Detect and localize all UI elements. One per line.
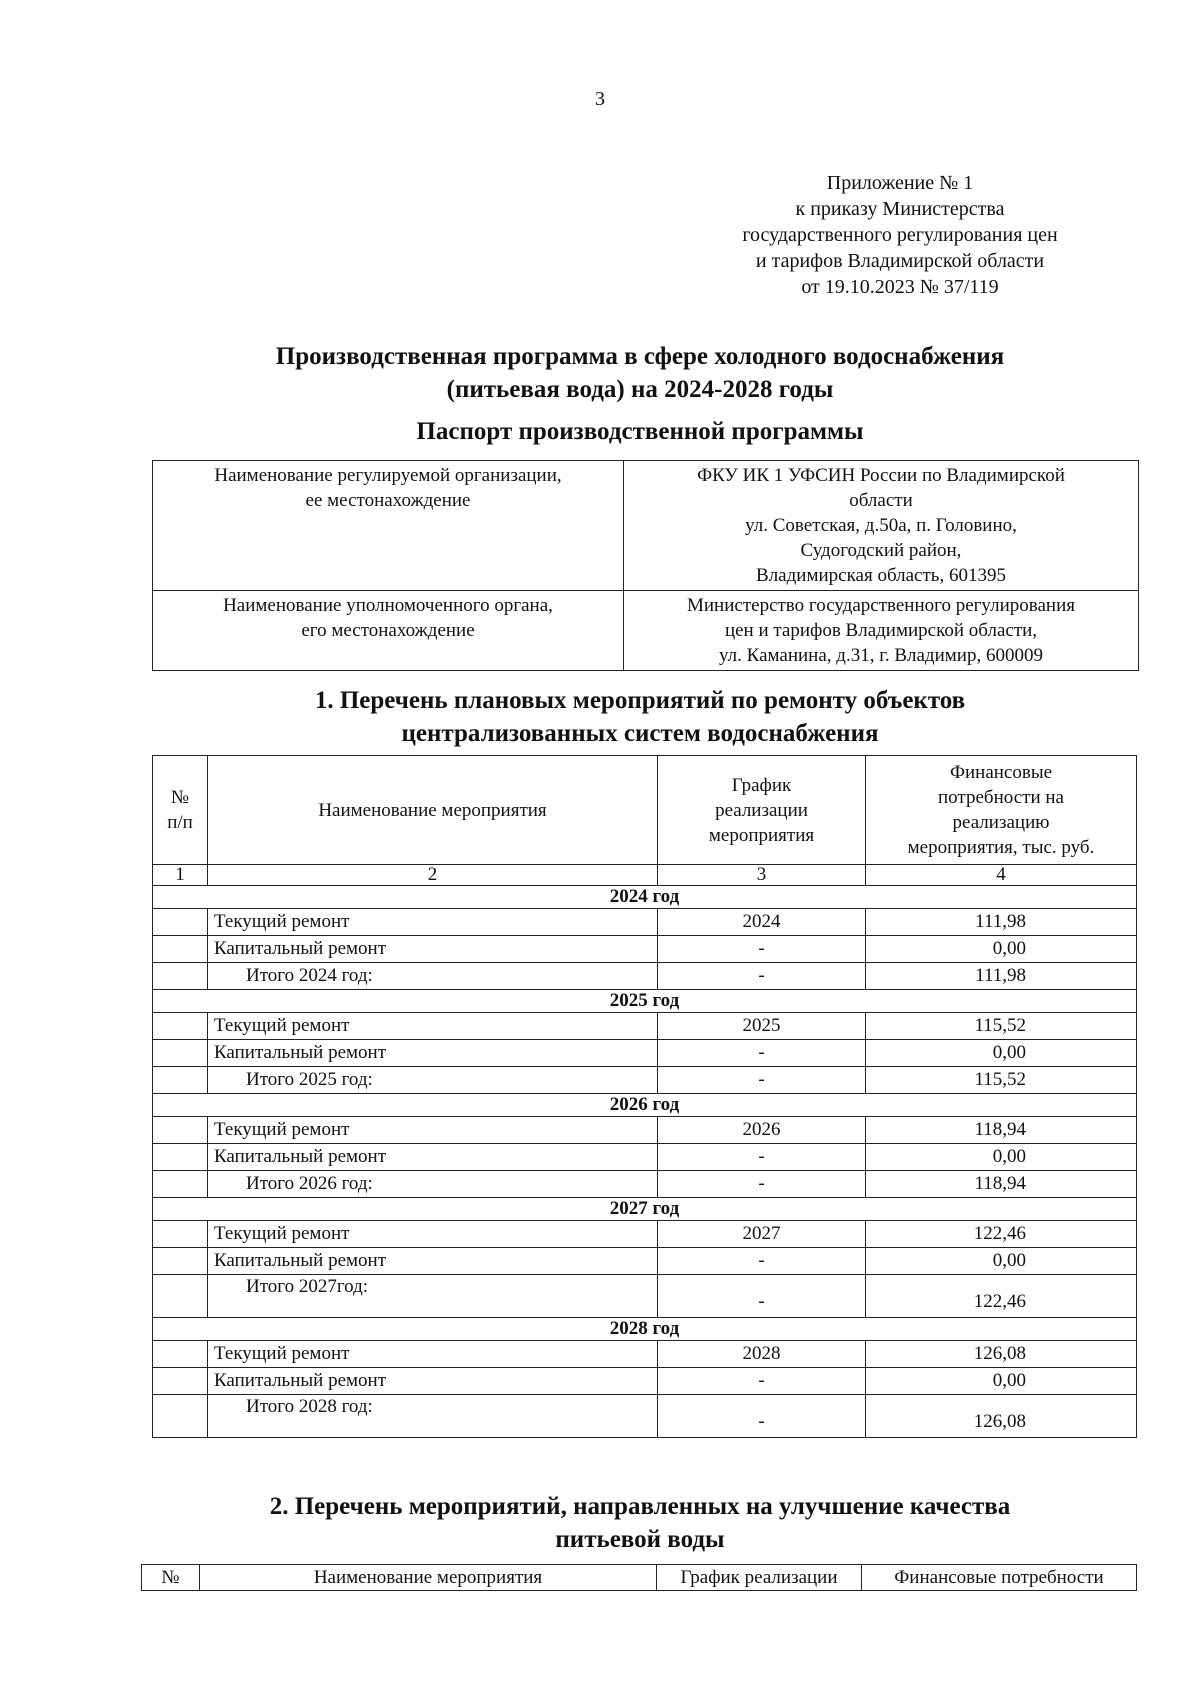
total-schedule: - xyxy=(658,963,866,990)
passport-row-authority xyxy=(153,591,1139,671)
header-name: Наименование мероприятия xyxy=(208,756,658,865)
total-row xyxy=(153,963,1137,990)
column-number: 4 xyxy=(866,865,1137,886)
measure-amount: 0,00 xyxy=(866,1368,1137,1395)
table-row xyxy=(153,1040,1137,1067)
appendix-line: государственного регулирования цен xyxy=(742,224,1058,246)
year-row xyxy=(153,886,1137,909)
table-row xyxy=(153,1341,1137,1368)
header-line: реализацию xyxy=(952,812,1050,833)
section2-title-line: питьевой воды xyxy=(555,1526,725,1553)
passport-table xyxy=(152,460,1139,671)
total-name: Итого 2027год: xyxy=(208,1275,658,1318)
measure-name: Текущий ремонт xyxy=(208,1013,658,1040)
passport-row-organization xyxy=(153,461,1139,591)
total-name: Итого 2026 год: xyxy=(208,1171,658,1198)
appendix-line: и тарифов Владимирской области xyxy=(755,250,1045,272)
value-line: области xyxy=(849,490,913,511)
section2-title xyxy=(140,1490,1140,1556)
appendix-line: от 19.10.2023 № 37/119 xyxy=(801,276,999,298)
measure-schedule: - xyxy=(658,1040,866,1067)
quality-measures-table xyxy=(141,1564,1137,1591)
measure-name: Капитальный ремонт xyxy=(208,936,658,963)
measure-name: Текущий ремонт xyxy=(208,909,658,936)
total-schedule: - xyxy=(658,1067,866,1094)
measure-schedule: 2025 xyxy=(658,1013,866,1040)
header-line: п/п xyxy=(167,812,193,833)
measure-amount: 126,08 xyxy=(866,1341,1137,1368)
total-name: Итого 2024 год: xyxy=(208,963,658,990)
total-row xyxy=(153,1275,1137,1318)
measure-schedule: - xyxy=(658,936,866,963)
measure-schedule: 2026 xyxy=(658,1117,866,1144)
appendix-line: Приложение № 1 xyxy=(826,172,974,194)
section1-title-line: 1. Перечень плановых мероприятий по ремонту объектов xyxy=(314,687,966,714)
total-amount: 115,52 xyxy=(866,1067,1137,1094)
value-line: ул. Советская, д.50а, п. Головино, xyxy=(745,515,1017,536)
measure-name: Капитальный ремонт xyxy=(208,1144,658,1171)
header-schedule xyxy=(658,756,866,865)
year-row xyxy=(153,1318,1137,1341)
header-line: реализации xyxy=(715,799,808,821)
measure-schedule: 2024 xyxy=(658,909,866,936)
year-label: 2026 год xyxy=(153,1094,1137,1117)
year-row xyxy=(153,1094,1137,1117)
total-name: Итого 2028 год: xyxy=(208,1395,658,1438)
passport-value xyxy=(624,461,1139,591)
passport-value xyxy=(624,591,1139,671)
measure-name: Текущий ремонт xyxy=(208,1341,658,1368)
value-line: ул. Каманина, д.31, г. Владимир, 600009 xyxy=(719,645,1043,666)
year-row xyxy=(153,990,1137,1013)
header-line: потребности на xyxy=(938,787,1064,808)
label-line: его местонахождение xyxy=(301,620,475,641)
section2-title-line: 2. Перечень мероприятий, направленных на улучшение качества xyxy=(269,1493,1011,1520)
measure-amount: 122,46 xyxy=(866,1221,1137,1248)
section1-title xyxy=(140,684,1140,750)
appendix-block xyxy=(680,170,1120,300)
total-amount: 122,46 xyxy=(866,1275,1137,1318)
measure-schedule: 2027 xyxy=(658,1221,866,1248)
total-amount: 126,08 xyxy=(866,1395,1137,1438)
total-row xyxy=(153,1171,1137,1198)
column-number: 3 xyxy=(658,865,866,886)
total-row xyxy=(153,1067,1137,1094)
measure-schedule: 2028 xyxy=(658,1341,866,1368)
year-label: 2025 год xyxy=(153,990,1137,1013)
page-number: 3 xyxy=(595,88,605,110)
passport-label xyxy=(153,461,624,591)
measure-amount: 0,00 xyxy=(866,936,1137,963)
year-label: 2027 год xyxy=(153,1198,1137,1221)
value-line: Владимирская область, 601395 xyxy=(756,565,1006,586)
value-line: ФКУ ИК 1 УФСИН России по Владимирской xyxy=(697,465,1065,486)
year-row xyxy=(153,1198,1137,1221)
column-number: 1 xyxy=(153,865,208,886)
table-row xyxy=(153,1013,1137,1040)
total-name: Итого 2025 год: xyxy=(208,1067,658,1094)
measure-amount: 111,98 xyxy=(866,909,1137,936)
measure-amount: 115,52 xyxy=(866,1013,1137,1040)
column-number-row xyxy=(153,865,1137,886)
header-finance: Финансовые потребности xyxy=(862,1565,1137,1591)
passport-label xyxy=(153,591,624,671)
value-line: Министерство государственного регулирования xyxy=(687,595,1075,616)
table-row xyxy=(153,1368,1137,1395)
table-header-row xyxy=(142,1565,1137,1591)
measure-name: Капитальный ремонт xyxy=(208,1040,658,1067)
header-name: Наименование мероприятия xyxy=(200,1565,657,1591)
measure-schedule: - xyxy=(658,1248,866,1275)
measure-name: Капитальный ремонт xyxy=(208,1248,658,1275)
measure-amount: 0,00 xyxy=(866,1040,1137,1067)
table-header-row xyxy=(153,756,1137,865)
measure-name: Текущий ремонт xyxy=(208,1221,658,1248)
program-title-line: Производственная программа в сфере холодного водоснабжения xyxy=(275,343,1005,370)
header-num xyxy=(153,756,208,865)
table-row xyxy=(153,1248,1137,1275)
total-schedule: - xyxy=(658,1395,866,1438)
program-title-line: (питьевая вода) на 2024-2028 годы xyxy=(446,376,834,403)
measure-name: Текущий ремонт xyxy=(208,1117,658,1144)
label-line: Наименование уполномоченного органа, xyxy=(223,595,553,616)
measure-amount: 0,00 xyxy=(866,1248,1137,1275)
year-label: 2028 год xyxy=(153,1318,1137,1341)
table-row xyxy=(153,1144,1137,1171)
section1-title-line: централизованных систем водоснабжения xyxy=(401,720,879,747)
header-line: Финансовые xyxy=(949,762,1053,783)
measure-amount: 0,00 xyxy=(866,1144,1137,1171)
label-line: ее местонахождение xyxy=(305,490,471,511)
repair-plan-table xyxy=(152,755,1137,1438)
total-amount: 111,98 xyxy=(866,963,1137,990)
header-finance xyxy=(866,756,1137,865)
header-line: мероприятия xyxy=(708,824,815,846)
appendix-line: к приказу Министерства xyxy=(795,198,1005,220)
total-schedule: - xyxy=(658,1171,866,1198)
total-schedule: - xyxy=(658,1275,866,1318)
passport-title: Паспорт производственной программы xyxy=(416,418,864,445)
header-line: мероприятия, тыс. руб. xyxy=(907,837,1095,858)
measure-name: Капитальный ремонт xyxy=(208,1368,658,1395)
value-line: цен и тарифов Владимирской области, xyxy=(724,620,1038,641)
header-num: № xyxy=(142,1565,200,1591)
year-label: 2024 год xyxy=(153,886,1137,909)
table-row xyxy=(153,909,1137,936)
table-row xyxy=(153,1221,1137,1248)
header-line: № xyxy=(170,787,190,808)
header-schedule: График реализации xyxy=(657,1565,862,1591)
header-line: График xyxy=(731,774,792,796)
table-row xyxy=(153,1117,1137,1144)
column-number: 2 xyxy=(208,865,658,886)
label-line: Наименование регулируемой организации, xyxy=(214,465,562,486)
total-amount: 118,94 xyxy=(866,1171,1137,1198)
measure-schedule: - xyxy=(658,1368,866,1395)
program-title xyxy=(140,340,1140,406)
table-row xyxy=(153,936,1137,963)
measure-schedule: - xyxy=(658,1144,866,1171)
value-line: Судогодский район, xyxy=(800,540,962,561)
measure-amount: 118,94 xyxy=(866,1117,1137,1144)
total-row xyxy=(153,1395,1137,1438)
